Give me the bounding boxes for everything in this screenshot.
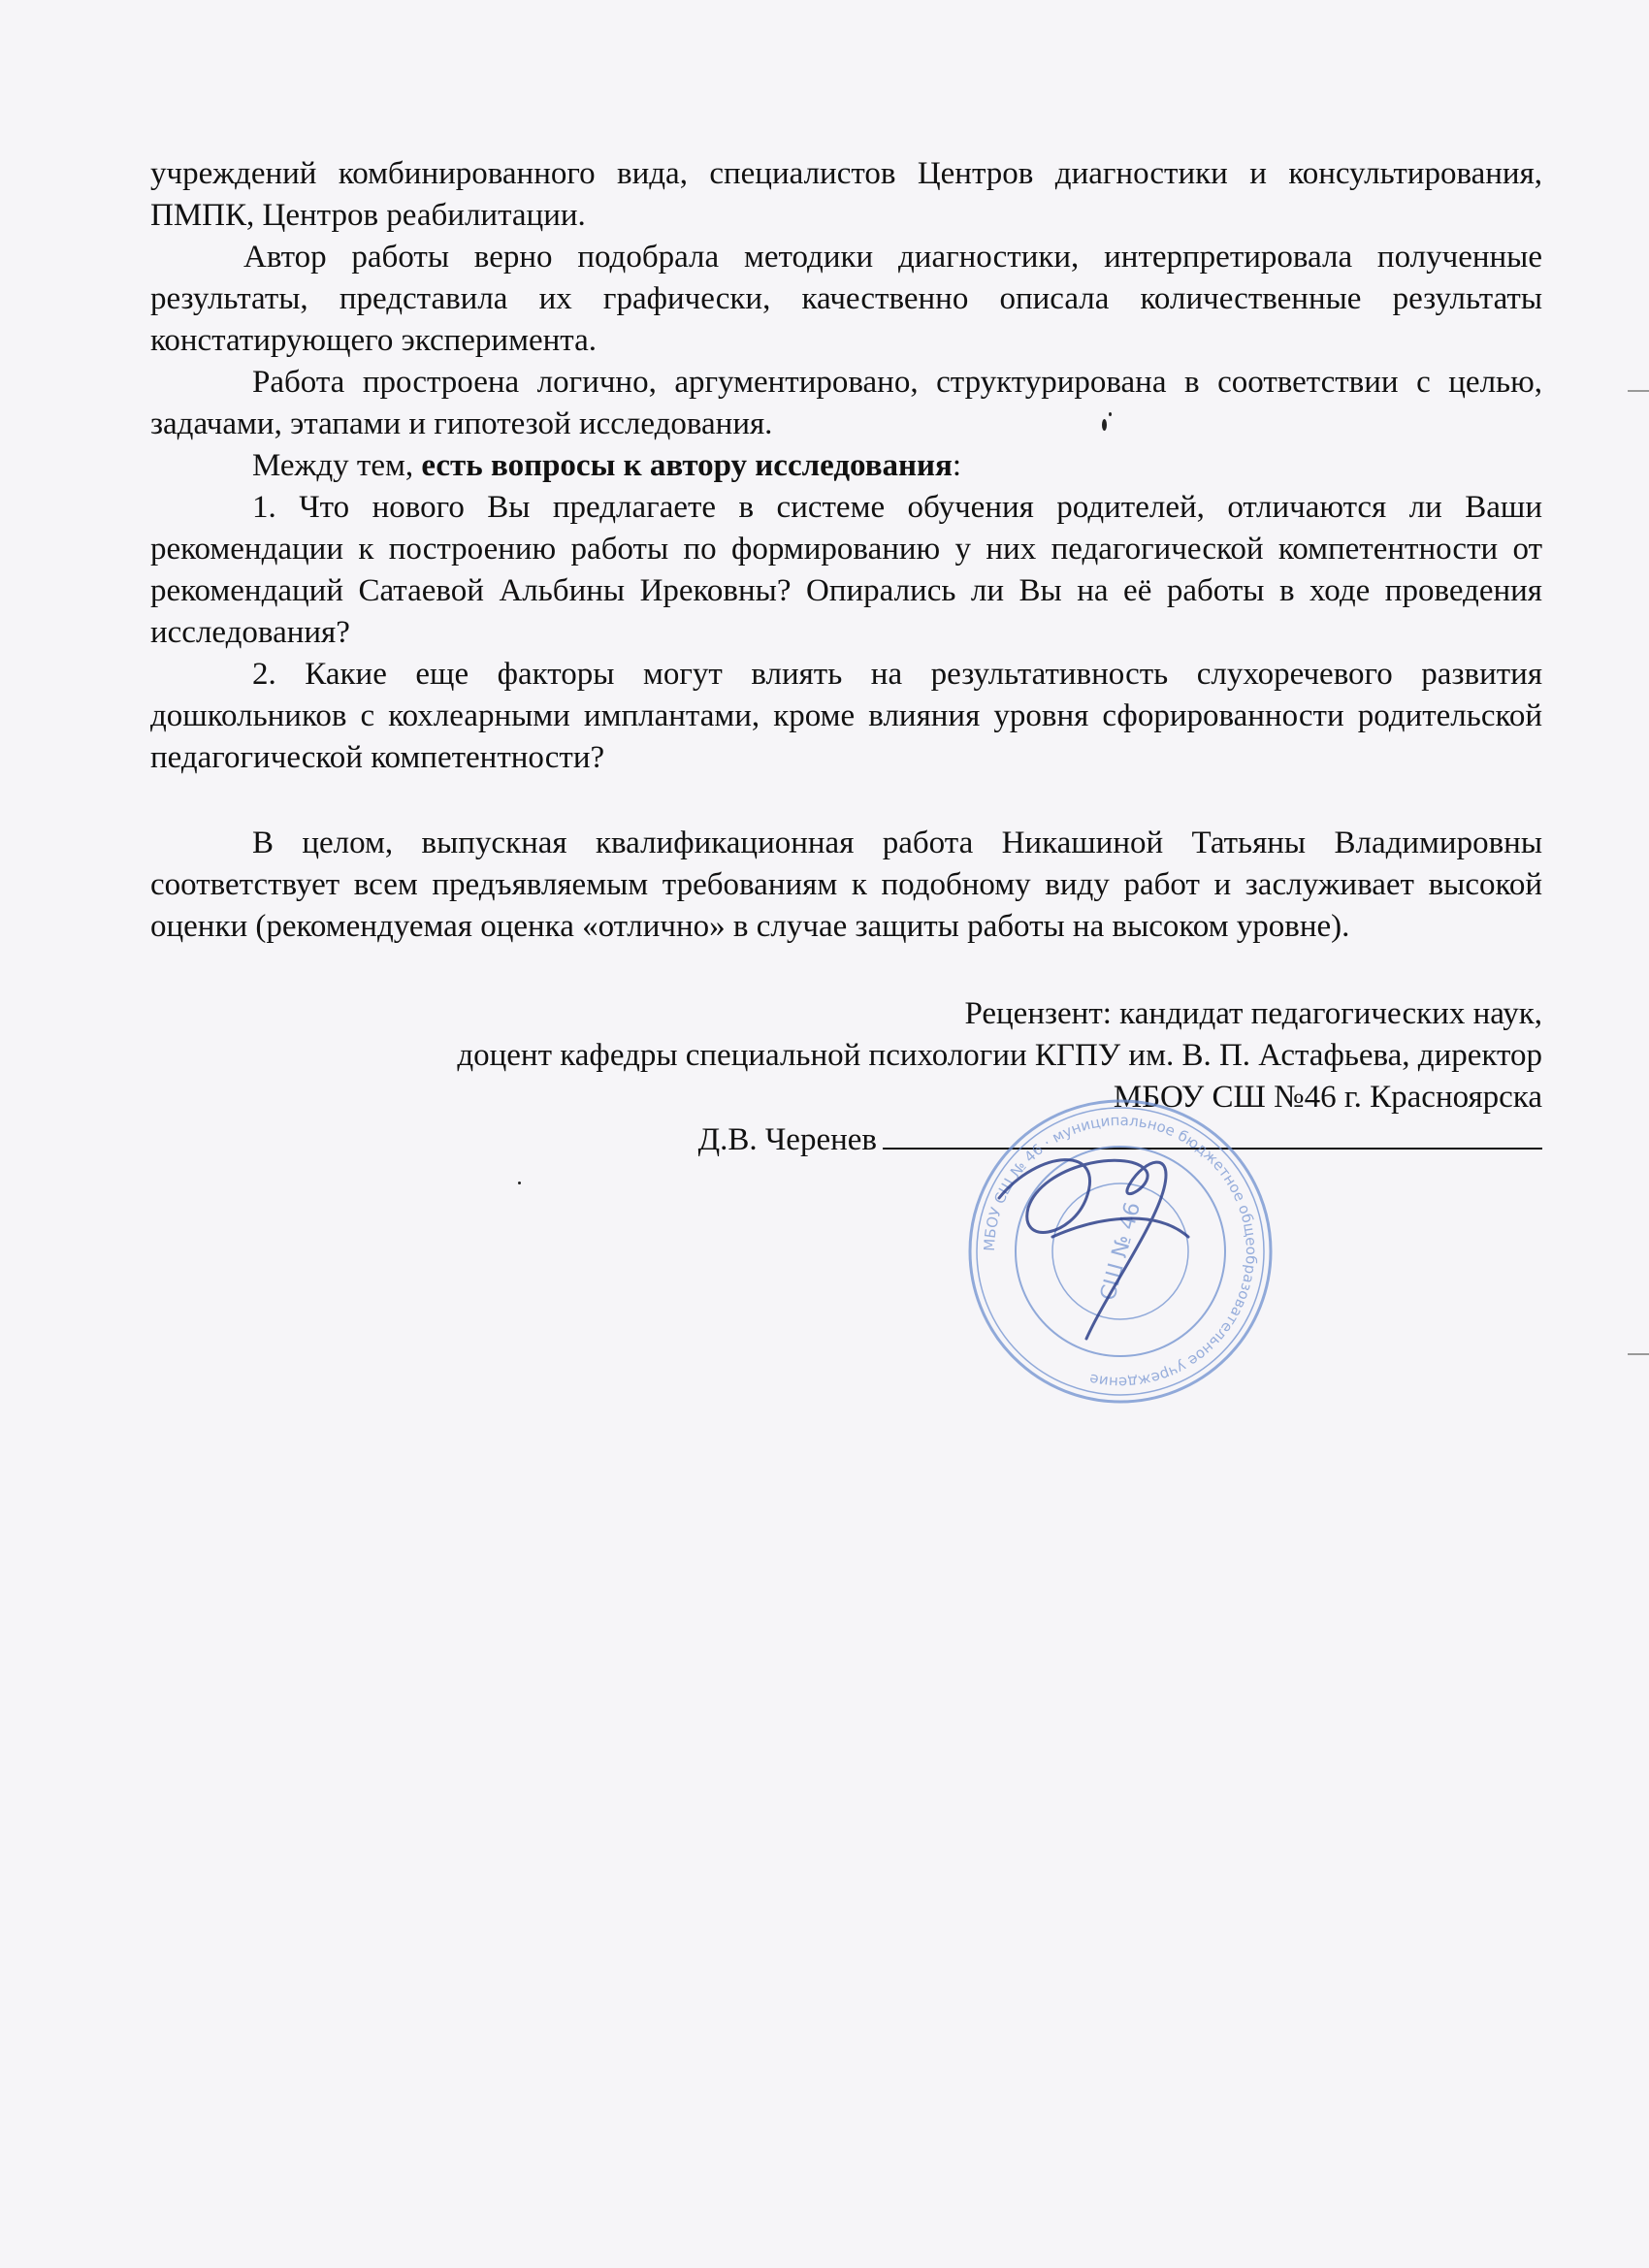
- paragraph-conclusion: В целом, выпускная квалификационная работа Никашиной Татьяны Владимировны соответствует всем предъявляемым требованиям к подобному виду работ и заслуживает высокой оценки (рекомендуемая оценка «отлично» в случае защиты работы на высоком уровне).: [150, 826, 1542, 944]
- reviewer-degree: Рецензент: кандидат педагогических наук,: [964, 996, 1542, 1031]
- official-stamp: [960, 1091, 1280, 1411]
- scan-edge-mark: [1628, 1353, 1649, 1355]
- reviewer-signature-block: [150, 993, 1542, 1161]
- paragraph-continuation: учреждений комбинированного вида, специалистов Центров диагностики и консультирования, ПМПК, Центров реабилитации.: [150, 156, 1542, 233]
- questions-intro-bold: есть вопросы к автору исследования: [421, 448, 953, 483]
- stamp-center-text: СШ № 46: [1095, 1199, 1146, 1304]
- reviewer-position: доцент кафедры специальной психологии КГПУ им. В. П. Астафьева, директор: [457, 1038, 1542, 1073]
- scan-speck: [518, 1182, 521, 1184]
- questions-intro-tail: :: [952, 448, 962, 483]
- scan-speck: [1109, 412, 1112, 416]
- questions-intro-lead: Между тем,: [252, 448, 422, 483]
- reviewer-signature-row: [150, 1118, 1542, 1161]
- reviewer-name: Д.В. Черенев: [697, 1122, 877, 1157]
- question-1: 1. Что нового Вы предлагаете в системе обучения родителей, отличаются ли Ваши рекомендации к построению работы по формированию у них педагогической компетентности от рекомендаций Сатаевой Альбины Ирековны? Опирались ли Вы на её работы в ходе проведения исследования?: [150, 490, 1542, 650]
- paragraph-structure: Работа простроена логично, аргументировано, структурирована в соответствии с целью, задачами, этапами и гипотезой исследования.: [150, 365, 1542, 441]
- scan-edge-mark: [1628, 390, 1649, 392]
- handwritten-signature: [999, 1160, 1188, 1339]
- scan-speck: [1102, 419, 1107, 431]
- document-body: [150, 153, 1542, 1161]
- stamp-ring-text: МБОУ СШ № 46 · муниципальное бюджетное общеобразовательное учреждение: [980, 1111, 1261, 1392]
- paragraph-questions-intro: [150, 445, 1542, 487]
- question-2: 2. Какие еще факторы могут влиять на результативность слухоречевого развития дошкольников с кохлеарными имплантами, кроме влияния уровня сфорированности родительской педагогической компетентности?: [150, 657, 1542, 775]
- paragraph-methods: Автор работы верно подобрала методики диагностики, интерпретировала полученные результаты, представила их графически, качественно описала количественные результаты констатирующего эксперимента.: [150, 240, 1542, 358]
- reviewer-school: МБОУ СШ №46 г. Красноярска: [1113, 1080, 1542, 1115]
